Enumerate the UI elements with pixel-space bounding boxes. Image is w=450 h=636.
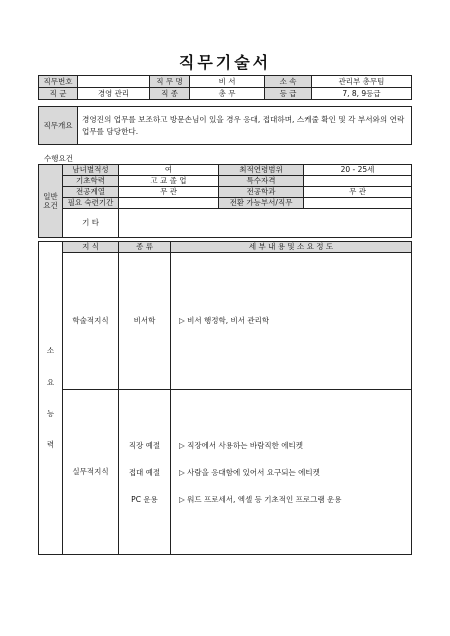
job-no-label: 직무번호 (39, 76, 78, 88)
education-label: 기초학력 (63, 176, 119, 187)
gender-label: 남녀별적성 (63, 165, 119, 176)
training-label: 필요 숙련기간 (63, 198, 119, 209)
required-ability-label (39, 242, 63, 555)
practical-type: 접대 예절 (128, 467, 161, 477)
job-no-value (78, 76, 150, 88)
practical-detail: ▷ 직장에서 사용하는 바람직한 에티켓 (179, 440, 303, 450)
age-value: 20 - 25세 (304, 165, 412, 176)
required-ability-char: 능 (46, 409, 55, 418)
practical-knowledge-label: 실무적지식 (63, 390, 119, 555)
etc-value (119, 209, 412, 238)
practical-type: 직장 예절 (128, 440, 161, 450)
transfer-label: 전환 가능부서/직무 (219, 198, 304, 209)
license-value (304, 176, 412, 187)
section-label-requirements: 수행요건 (44, 154, 73, 163)
job-name-label: 직 무 명 (150, 76, 190, 88)
dept-major-value: 무 관 (304, 187, 412, 198)
type-label: 직 종 (150, 88, 190, 100)
summary-text: 경영진의 업무를 보조하고 방문손님이 있을 경우 응대, 접대하며, 스케줄 확인 및 각 부서와의 연락 업무를 담당한다. (78, 107, 412, 145)
group-label: 직 군 (39, 88, 78, 100)
col-type-header: 종 류 (119, 242, 171, 253)
document-title: 직무기술서 (178, 53, 272, 72)
academic-detail: ▷ 비서 행정학, 비서 관리학 (171, 253, 412, 390)
major-label: 전공계열 (63, 187, 119, 198)
general-requirements-label: 일반 요건 (39, 165, 63, 238)
practical-type: PC 운용 (131, 494, 158, 504)
practical-detail: ▷ 사람을 응대함에 있어서 요구되는 에티켓 (179, 467, 320, 477)
etc-label: 기 타 (63, 209, 119, 238)
major-value: 무 관 (119, 187, 219, 198)
dept-value: 관리부 총무팀 (312, 76, 412, 88)
header-table (38, 75, 412, 100)
type-value: 총 무 (190, 88, 265, 100)
dept-label: 소 속 (265, 76, 312, 88)
knowledge-table (38, 241, 412, 555)
gender-value: 여 (119, 165, 219, 176)
group-value: 경영 관리 (78, 88, 150, 100)
training-value (119, 198, 219, 209)
practical-detail: ▷ 워드 프로세서, 엑셀 등 기초적인 프로그램 운용 (179, 494, 342, 504)
practical-details-cell (171, 390, 412, 555)
education-value: 고 교 졸 업 (119, 176, 219, 187)
required-ability-char: 소 (46, 346, 55, 356)
required-ability-char: 요 (46, 377, 55, 387)
summary-label: 직무개요 (39, 107, 78, 145)
transfer-value (304, 198, 412, 209)
license-label: 특수자격 (219, 176, 304, 187)
grade-value: 7, 8, 9등급 (312, 88, 412, 100)
summary-table (38, 106, 412, 145)
col-detail-header: 세 부 내 용 및 소 요 정 도 (171, 242, 412, 253)
requirements-table (38, 164, 412, 238)
col-knowledge-header: 지 식 (63, 242, 119, 253)
job-name-value: 비 서 (190, 76, 265, 88)
academic-type: 비서학 (119, 253, 171, 390)
grade-label: 등 급 (265, 88, 312, 100)
age-label: 최적연령범위 (219, 165, 304, 176)
academic-knowledge-label: 학술적지식 (63, 253, 119, 390)
required-ability-char: 력 (46, 440, 55, 450)
dept-major-label: 전공학과 (219, 187, 304, 198)
practical-types-cell (119, 390, 171, 555)
